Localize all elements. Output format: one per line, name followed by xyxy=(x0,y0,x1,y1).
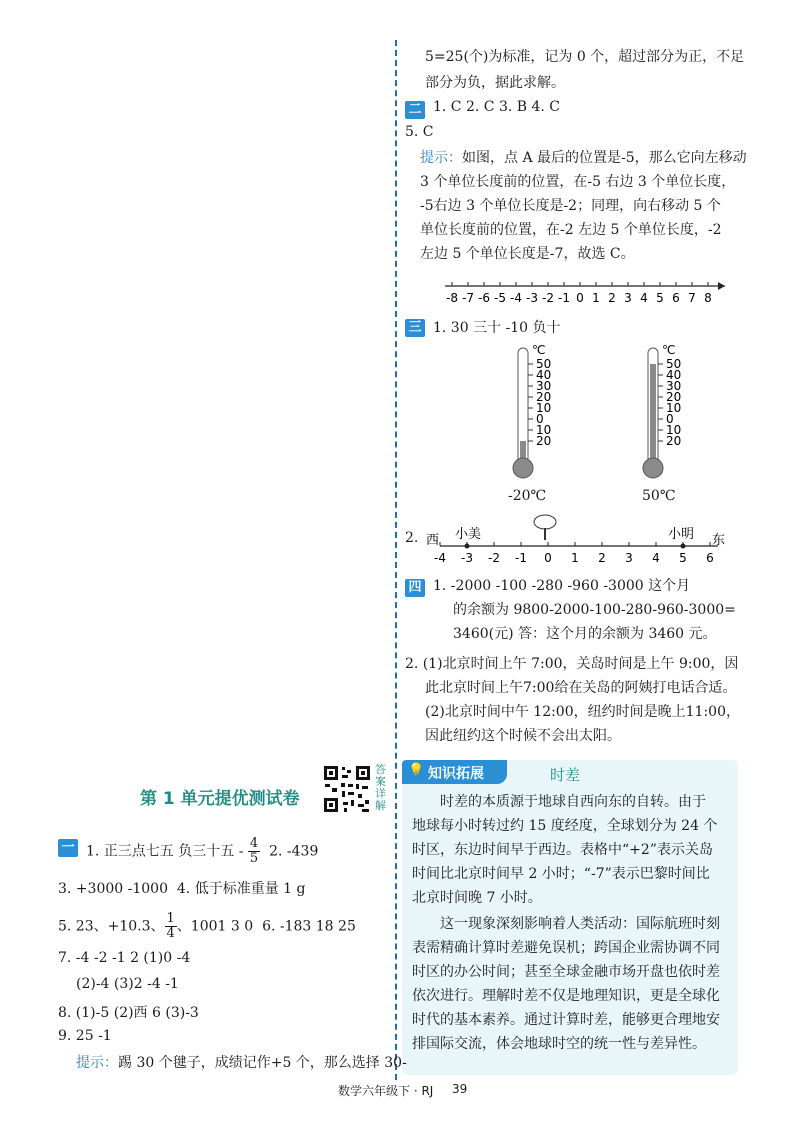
tick-label: 4 xyxy=(652,551,660,565)
tick-label: 10 xyxy=(536,423,552,437)
tick-label: 30 xyxy=(666,379,682,393)
tick-label: 0 xyxy=(544,551,552,565)
q1-answer: 1. 正三点七五 负三十五 - $\frac{4}{5}$ 2. -439 xyxy=(86,836,319,866)
hint-line: 3 个单位长度前的位置，在-5 右边 3 个单位长度， xyxy=(420,174,736,190)
thermo-right-label: 50℃ xyxy=(642,488,676,504)
tick-label: -2 xyxy=(488,551,500,565)
thermometers-diagram xyxy=(500,340,700,510)
tick-label: 20 xyxy=(536,434,552,448)
number-line-diagram xyxy=(440,276,730,310)
q9-answer: 9. 25 -1 xyxy=(58,1028,112,1044)
q7-answer-2: (2)-4 (3)2 -4 -1 xyxy=(76,976,179,992)
tick-label: 0 xyxy=(576,291,584,305)
extension-label: 知识拓展 xyxy=(428,766,484,782)
position-dot xyxy=(681,544,686,549)
tree-icon xyxy=(534,515,556,540)
tick-label: 20 xyxy=(666,390,682,404)
unit-label: ℃ xyxy=(662,343,676,357)
column-divider xyxy=(395,40,397,1080)
tick-label: 8 xyxy=(704,291,712,305)
hint-label: 提示： xyxy=(76,1055,118,1071)
tick-label: -7 xyxy=(462,291,474,305)
tick-label: -5 xyxy=(494,291,506,305)
direction-number-line xyxy=(420,512,730,572)
xiaoming-label: 小明 xyxy=(668,527,695,542)
q5-answer: 5. C xyxy=(405,124,434,140)
unit-label: ℃ xyxy=(532,343,546,357)
thermometer-left xyxy=(513,343,551,478)
tick-label: 7 xyxy=(688,291,696,305)
hint-line: 单位长度前的位置，在-2 左边 5 个单位长度，-2 xyxy=(420,222,722,238)
q9-hint: 提示：踢 30 个毽子，成绩记作+5 个，那么选择 30- xyxy=(76,1055,407,1071)
footer-book: 数学六年级下 · RJ xyxy=(338,1084,434,1098)
tick-label: 5 xyxy=(656,291,664,305)
tick-label: -4 xyxy=(434,551,446,565)
section-three-badge: 三 xyxy=(405,316,425,337)
tick-label: 0 xyxy=(536,412,544,426)
fraction-4-5: $\frac{4}{5}$ xyxy=(249,836,259,866)
fraction-1-4: $\frac{1}{4}$ xyxy=(166,911,175,941)
tick-label: 3 xyxy=(625,551,633,565)
tick-label: 0 xyxy=(666,412,674,426)
section-four-q2: 2. (1)北京时间上午 7:00，关岛时间是上午 9:00，因 此北京时间上午7:00给在关岛的阿姨打电话合适。 (2)北京时间中午 12:00，纽约时间是晚上11:00， 因此纽约这个时候不会出太阳。 xyxy=(405,656,740,744)
hint-line: 左边 5 个单位长度是-7，故选 C。 xyxy=(420,246,635,262)
tick-label: 20 xyxy=(666,434,682,448)
test-title: 第 1 单元提优测试卷 xyxy=(140,789,300,809)
qr-code[interactable] xyxy=(322,764,372,814)
thermometer-right xyxy=(643,343,681,478)
section-two-badge: 二 xyxy=(405,98,425,119)
section-three-q1: 1. 30 三十 -10 负十 xyxy=(433,320,561,336)
tick-label: 10 xyxy=(536,401,552,415)
tick-label: -3 xyxy=(461,551,473,565)
west-label: 西 xyxy=(426,533,440,548)
tick-label: 1 xyxy=(571,551,579,565)
tick-label: 4 xyxy=(640,291,648,305)
solution-line: 5=25(个)为标准，记为 0 个，超过部分为正，不足 xyxy=(425,49,745,65)
tick-label: 40 xyxy=(666,368,682,382)
q7-answer: 7. -4 -2 -1 2 (1)0 -4 xyxy=(58,950,191,966)
q5-q6-answer: 5. 23、+10.3、 $\frac{1}{4}$ 、1001 3 0 6. -183 18 25 xyxy=(58,911,356,941)
page-number: 39 xyxy=(452,1082,468,1096)
tick-label: 6 xyxy=(706,551,714,565)
tick-label: -2 xyxy=(542,291,554,305)
xiaomei-label: 小美 xyxy=(455,527,482,542)
tick-label: 30 xyxy=(536,379,552,393)
qr-label: 答案详解 xyxy=(375,763,386,812)
east-label: 东 xyxy=(712,533,726,548)
section-four-badge: 四 xyxy=(405,576,425,597)
extension-paragraph-1: 时差的本质源于地球自西向东的自转。由于 地球每小时转过约 15 度经度，全球划分为 24 个 时区，东边时间早于西边。表格中“+2”表示关岛 时间比北京时间早 2 小时；“-7”表示巴黎时间比 北京时间晚 7 小时。 xyxy=(412,794,718,906)
extension-title: 时差 xyxy=(550,766,581,784)
tick-label: 3 xyxy=(624,291,632,305)
q8-answer: 8. (1)-5 (2)西 6 (3)-3 xyxy=(58,1005,199,1021)
hint-line: 如图，点 A 最后的位置是-5，那么它向左移动 xyxy=(462,150,747,166)
section-four-q1: 1. -2000 -100 -280 -960 -3000 这个月 的余额为 9800-2000-100-280-960-3000= 3460(元) 答：这个月的余额为 3460 元。 xyxy=(433,578,736,642)
tick-label: 10 xyxy=(666,401,682,415)
hint-label: 提示： xyxy=(420,150,462,166)
tick-label: 50 xyxy=(536,357,552,371)
tick-label: -1 xyxy=(515,551,527,565)
bulb-icon: 💡 xyxy=(408,763,425,778)
thermo-left-label: -20℃ xyxy=(508,488,547,504)
tick-label: 1 xyxy=(592,291,600,305)
extension-label-tag xyxy=(402,760,507,784)
solution-line: 部分为负，据此求解。 xyxy=(425,75,565,91)
extension-paragraph-2: 这一现象深刻影响着人类活动：国际航班时刻 表需精确计算时差避免误机；跨国企业需协调不同 时区的办公时间；甚至全球金融市场开盘也依时差 依次进行。理解时差不仅是地理知识，更是全球化 时代的基本素养。通过计算时差，能够更合理地安 排国际交流，体会地球时空的统一性与差异性。 xyxy=(412,916,720,1052)
tick-label: 2 xyxy=(598,551,606,565)
q3-q4-answer: 3. +3000 -1000 4. 低于标准重量 1 g xyxy=(58,881,306,897)
tick-label: 50 xyxy=(666,357,682,371)
tick-label: -4 xyxy=(510,291,522,305)
tick-label: -8 xyxy=(446,291,458,305)
tick-label: 10 xyxy=(666,423,682,437)
tick-label: 6 xyxy=(672,291,680,305)
tick-label: -1 xyxy=(558,291,570,305)
tick-label: 20 xyxy=(536,390,552,404)
section-one-badge: 一 xyxy=(58,836,78,857)
tick-label: -6 xyxy=(478,291,490,305)
tick-label: 2 xyxy=(608,291,616,305)
tick-label: 40 xyxy=(536,368,552,382)
hint-block xyxy=(420,146,747,266)
tick-label: 5 xyxy=(679,551,687,565)
hint-line: -5右边 3 个单位长度是-2；同理，向右移动 5 个 xyxy=(420,198,721,214)
tick-label: -3 xyxy=(526,291,538,305)
q2-number: 2. xyxy=(405,530,419,546)
section-two-answers: 1. C 2. C 3. B 4. C xyxy=(433,99,561,115)
position-dot xyxy=(465,544,470,549)
